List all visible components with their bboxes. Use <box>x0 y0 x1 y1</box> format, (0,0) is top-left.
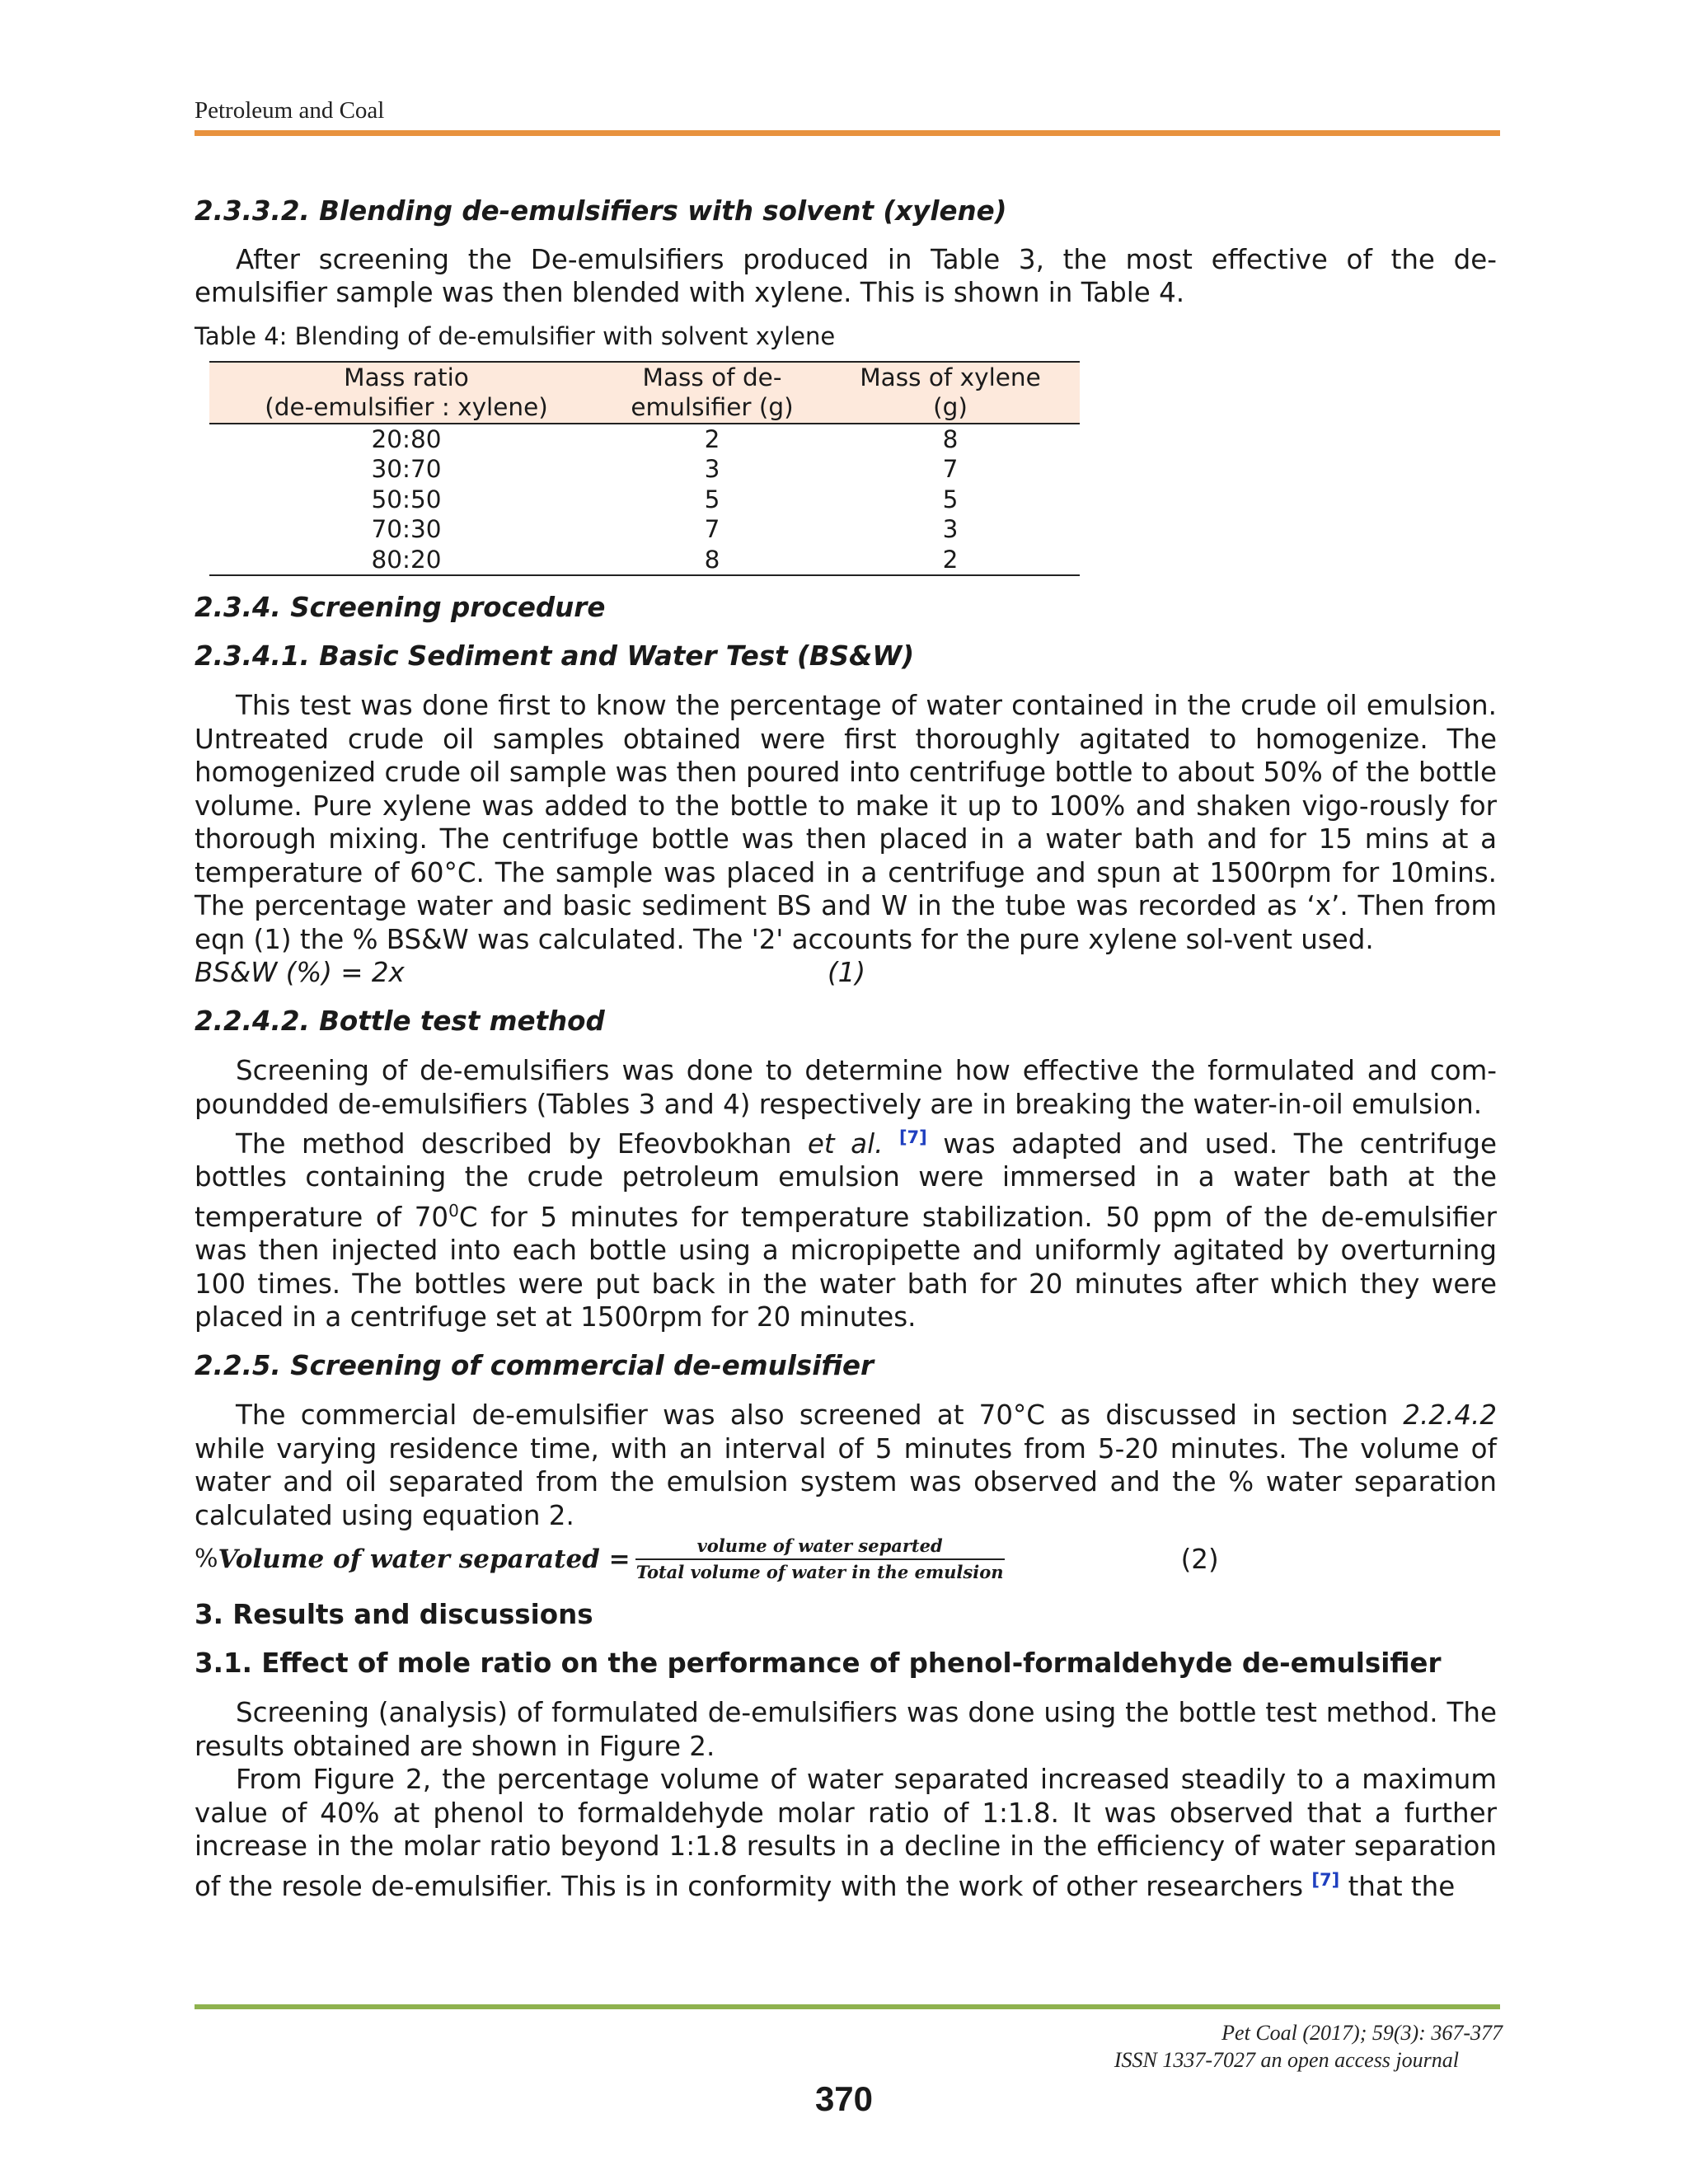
section-heading: 3.1. Effect of mole ratio on the performance of phenol-formaldehyde de-emulsifier <box>195 1647 1442 1679</box>
table-caption: Table 4: Blending of de-emulsifier with solvent xylene <box>195 321 836 350</box>
section-heading: 2.3.3.2. Blending de-emulsifiers with solvent (xylene) <box>195 195 1007 227</box>
section-heading: 2.2.5. Screening of commercial de-emulsifier <box>195 1349 874 1381</box>
table-cell: 80:20 <box>371 545 442 574</box>
section-heading: 2.2.4.2. Bottle test method <box>195 1005 605 1037</box>
table-row <box>209 545 1080 576</box>
table-cell: 8 <box>704 545 720 574</box>
page-content <box>195 194 1497 1903</box>
paragraph: Screening of de-emulsifiers was done to determine how effective the formulated and com-poundded de-emulsifiers (Tables 3 and 4) respectively are in breaking the water-in-oil emulsion. <box>195 1055 1497 1120</box>
table-cell: 70:30 <box>371 515 442 543</box>
citation-link[interactable]: [7] <box>1311 1869 1340 1890</box>
paragraph: Screening (analysis) of formulated de-emulsifiers was done using the bottle test method. The results obtained are shown in Figure 2. <box>195 1697 1497 1762</box>
page-number: 370 <box>814 2079 874 2118</box>
table-cell: 2 <box>704 424 720 453</box>
paragraph: From Figure 2, the percentage volume of water separated increased steadily to a maximum value of 40% at phenol to formaldehyde molar ratio of 1:1.8. It was observed that a further increase in the molar ratio beyond 1:1.8 results in a decline in the efficiency of water separation of the resole de-emulsifier. This is in conformity with the work of other researchers [7] that the <box>195 1764 1497 1902</box>
data-table <box>209 361 1080 577</box>
footer-issn: ISSN 1337-7027 an open access journal <box>1114 2048 1459 2072</box>
table-cell: 3 <box>942 515 959 543</box>
table-row <box>209 424 1080 455</box>
table-cell: 20:80 <box>371 424 442 453</box>
header-rule <box>195 130 1500 136</box>
section-heading: 2.3.4.1. Basic Sediment and Water Test (BS&W) <box>195 640 915 672</box>
footer-citation: Pet Coal (2017); 59(3): 367-377 <box>1221 2021 1503 2045</box>
table-cell: 5 <box>704 485 720 513</box>
table-cell: 50:50 <box>371 485 442 513</box>
table-header-row <box>209 362 1080 424</box>
table-cell: 5 <box>942 485 959 513</box>
table-cell: 2 <box>942 545 959 574</box>
column-header: Mass of de- emulsifier (g) <box>603 362 821 424</box>
journal-name: Petroleum and Coal <box>195 97 385 124</box>
section-heading: 2.3.4. Screening procedure <box>195 592 606 623</box>
table-cell: 30:70 <box>371 455 442 483</box>
table-cell: 7 <box>942 455 959 483</box>
section-heading: 3. Results and discussions <box>195 1599 593 1631</box>
equation-number: (2) <box>1180 1543 1219 1575</box>
table-row <box>209 485 1080 515</box>
citation-link[interactable]: [7] <box>898 1127 927 1147</box>
table-cell: 7 <box>704 515 720 543</box>
equation-number: (1) <box>828 957 866 988</box>
table-row <box>209 514 1080 545</box>
paragraph: The method described by Efeovbokhan et al. [7] was adapted and used. The centrifuge bottles containing the crude petroleum emulsion were immersed in a water bath at the temperature of $70^0C$ for 5 minutes for temperature stabilization. 50 ppm of the de-emulsifier was then injected into each bottle using a micropipette and uniformly agitated by overturning 100 times. The bottles were put back in the water bath for 20 minutes after which they were placed in a centrifuge set at 1500rpm for 20 minutes. <box>195 1127 1497 1333</box>
paragraph: The commercial de-emulsifier was also screened at 70°C as discussed in section 2.2.4.2 while varying residence time, with an interval of 5 minutes from 5-20 minutes. The volume of water and oil separated from the emulsion system was observed and the % water separation calculated using equation 2. <box>195 1399 1497 1531</box>
footer-rule <box>195 2004 1500 2009</box>
equation-1 <box>195 956 1497 990</box>
paragraph: This test was done first to know the percentage of water contained in the crude oil emulsion. Untreated crude oil samples obtained were first thoroughly agitated to homogenize. The homogenized crude oil sample was then poured into centrifuge bottle to about 50% of the bottle volume. Pure xylene was added to the bottle to make it up to 100% and shaken vigo-rously for thorough mixing. The centrifuge bottle was then placed in a water bath and for 15 mins at a temperature of 60°C. The sample was placed in a centrifuge and spun at 1500rpm for 10mins. The percentage water and basic sediment BS and W in the tube was recorded as ‘x’. Then from eqn (1) the % BS&W was calculated. The '2' accounts for the pure xylene sol-vent used. <box>195 690 1497 955</box>
table-cell: 8 <box>942 424 959 453</box>
table-cell: 3 <box>704 455 720 483</box>
paragraph: After screening the De-emulsifiers produced in Table 3, the most effective of the de-emulsifier sample was then blended with xylene. This is shown in Table 4. <box>195 243 1497 308</box>
equation-fraction: $\frac{\text{volume of water separted}}{\text{Total volume of water in the emulsion}}$ <box>635 1535 1004 1583</box>
table-row <box>209 454 1080 485</box>
equation-2: % Volume of water separated = $\frac{\text{volume of water separted}}{\text{Total volume of water in the emulsion}}$ (2) <box>195 1535 1219 1583</box>
column-header: Mass of xylene (g) <box>821 362 1080 424</box>
equation-lhs: Volume of water separated = <box>218 1544 631 1574</box>
equation-text: BS&W (%) = 2x <box>195 957 405 988</box>
column-header: Mass ratio (de-emulsifier : xylene) <box>209 362 603 424</box>
